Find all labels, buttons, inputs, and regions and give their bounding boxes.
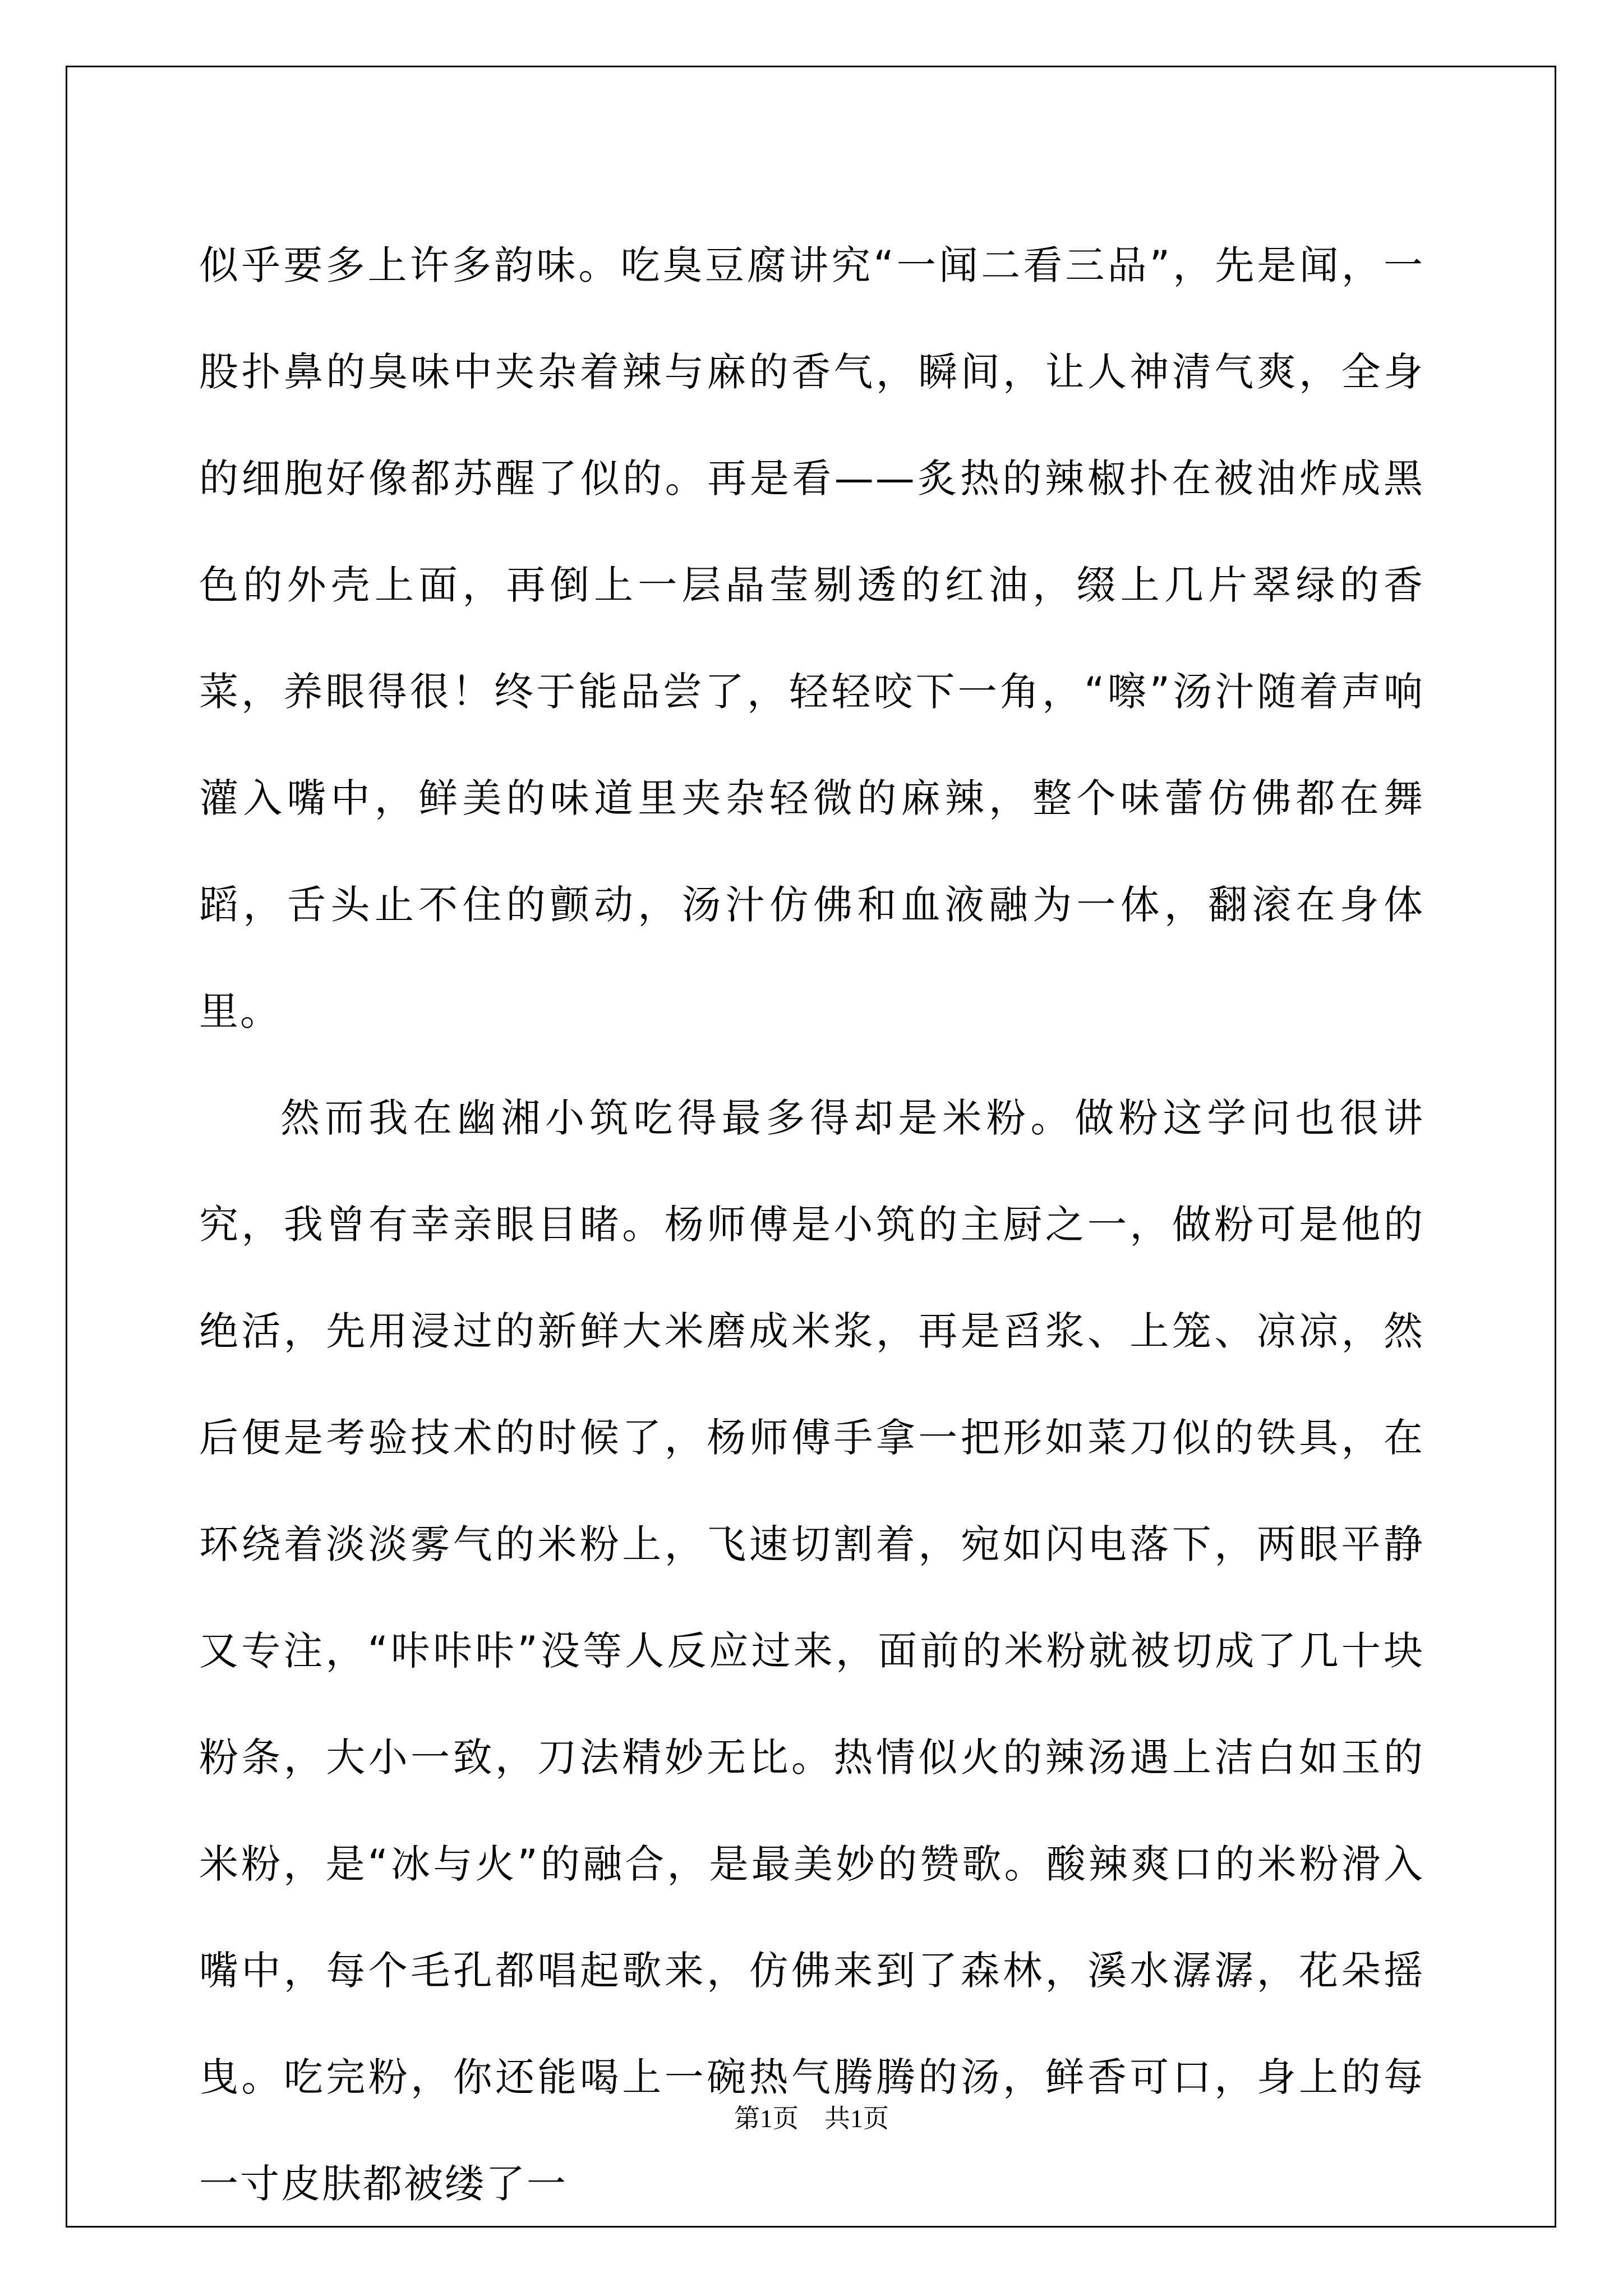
paragraph-1: 似乎要多上许多韵味。吃臭豆腐讲究“一闻二看三品”，先是闻，一股扑鼻的臭味中夹杂着辣与麻的香气，瞬间，让人神清气爽，全身的细胞好像都苏醒了似的。再是看——炙热的辣椒扑在被油炸成黑色的外壳上面，再倒上一层晶莹剔透的红油，缀上几片翠绿的香菜，养眼得很！终于能品尝了，轻轻咬下一角，“嚓”汤汁随着声响灌入嘴中，鲜美的味道里夹杂轻微的麻辣，整个味蕾仿佛都在舞蹈，舌头止不住的颤动，汤汁仿佛和血液融为一体，翻滚在身体里。 [199, 242, 1424, 1034]
document-body [199, 212, 1424, 2237]
page-footer: 第1页 共1页 [734, 2104, 889, 2133]
paragraph-2: 然而我在幽湘小筑吃得最多得却是米粉。做粉这学问也很讲究，我曾有幸亲眼目睹。杨师傅是小筑的主厨之一，做粉可是他的绝活，先用浸过的新鲜大米磨成米浆，再是舀浆、上笼、凉凉，然后便是考验技术的时候了，杨师傅手拿一把形如菜刀似的铁具，在环绕着淡淡雾气的米粉上，飞速切割着，宛如闪电落下，两眼平静又专注，“咔咔咔”没等人反应过来，面前的米粉就被切成了几十块粉条，大小一致，刀法精妙无比。热情似火的辣汤遇上洁白如玉的米粉，是“冰与火”的融合，是最美妙的赞歌。酸辣爽口的米粉滑入嘴中，每个毛孔都唱起歌来，仿佛来到了森林，溪水潺潺，花朵摇曳。吃完粉，你还能喝上一碗热气腾腾的汤，鲜香可口，身上的每一寸皮肤都被缕了一 [199, 1095, 1424, 2207]
